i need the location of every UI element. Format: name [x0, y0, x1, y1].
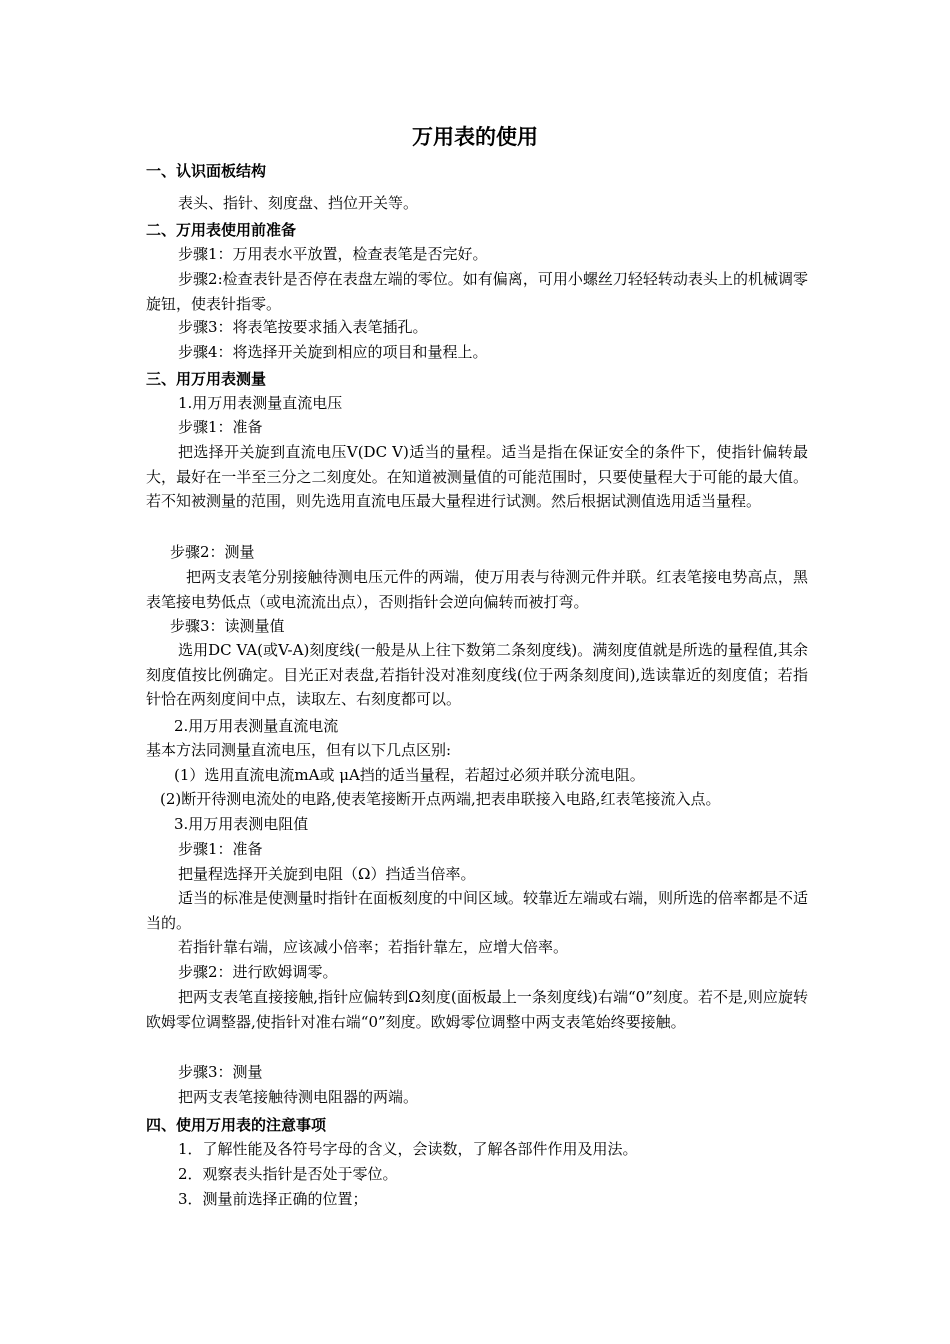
resistance-step-1-text-a: 把量程选择开关旋到电阻（Ω）挡适当倍率。	[178, 865, 476, 883]
section-heading-preparation: 二、万用表使用前准备	[146, 221, 297, 239]
resistance-step-1-text-c: 若指针靠右端，应该减小倍率；若指针靠左，应增大倍率。	[178, 938, 569, 956]
voltage-step-2: 步骤2：测量	[170, 543, 255, 561]
subheading-dc-current: 2.用万用表测量直流电流	[174, 717, 339, 735]
paragraph-voltage-measure: 把两支表笔分别接触待测电压元件的两端，使万用表与待测元件并联。红表笔接电势高点，黑表笔接电势低点（或电流流出点），否则指针会逆向偏转而被打弯。	[146, 568, 808, 611]
current-difference-2: (2)断开待测电流处的电路,使表笔接断开点两端,把表串联接入电路,红表笔接流入点。	[160, 790, 721, 808]
prep-step-2: 步骤2:检查表针是否停在表盘左端的零位。如有偏离，可用小螺丝刀轻轻转动表头上的机械调零旋钮，使表针指零。	[146, 270, 808, 313]
subheading-resistance: 3.用万用表测电阻值	[174, 815, 309, 833]
section-heading-panel-structure: 一、认识面板结构	[146, 162, 267, 180]
section-heading-measurement: 三、用万用表测量	[146, 370, 267, 388]
prep-step-1: 步骤1：万用表水平放置，检查表笔是否完好。	[178, 245, 488, 263]
resistance-step-2-text: 把两支表笔直接接触,指针应偏转到Ω刻度(面板最上一条刻度线)右端“0”刻度。若不是,则应旋转欧姆零位调整器,使指针对准右端“0”刻度。欧姆零位调整中两支表笔始终要接触。	[146, 988, 808, 1031]
current-difference-1: (1）选用直流电流mA或 μA挡的适当量程，若超过必须并联分流电阻。	[174, 766, 645, 784]
subheading-dc-voltage: 1.用万用表测量直流电压	[178, 394, 343, 412]
resistance-step-1: 步骤1：准备	[178, 840, 263, 858]
voltage-step-3: 步骤3：读测量值	[170, 617, 285, 635]
document-title: 万用表的使用	[412, 125, 538, 149]
paragraph-panel-parts: 表头、指针、刻度盘、挡位开关等。	[178, 194, 419, 212]
prep-step-4: 步骤4：将选择开关旋到相应的项目和量程上。	[178, 343, 488, 361]
resistance-step-3-text: 把两支表笔接触待测电阻器的两端。	[178, 1088, 419, 1106]
resistance-step-2: 步骤2：进行欧姆调零。	[178, 963, 338, 981]
precaution-item-1: 1．了解性能及各符号字母的含义，会读数，了解各部件作用及用法。	[178, 1140, 638, 1158]
precaution-item-3: 3．测量前选择正确的位置；	[178, 1190, 368, 1208]
resistance-step-3: 步骤3：测量	[178, 1063, 263, 1081]
paragraph-voltage-read: 选用DC VA(或V-A)刻度线(一般是从上往下数第二条刻度线)。满刻度值就是所选的量程值,其余刻度值按比例确定。目光正对表盘,若指针没对准刻度线(位于两条刻度间),选读靠近的刻度值；若指针恰在两刻度间中点，读取左、右刻度都可以。	[146, 641, 808, 708]
prep-step-3: 步骤3：将表笔按要求插入表笔插孔。	[178, 318, 428, 336]
precaution-item-2: 2．观察表头指针是否处于零位。	[178, 1165, 398, 1183]
paragraph-voltage-prepare: 把选择开关旋到直流电压V(DC V)适当的量程。适当是指在保证安全的条件下，使指针偏转最大，最好在一半至三分之二刻度处。在知道被测量值的可能范围时，只要使量程大于可能的最大值。若不知被测量的范围，则先选用直流电压最大量程进行试测。然后根据试测值选用适当量程。	[146, 443, 808, 510]
section-heading-precautions: 四、使用万用表的注意事项	[146, 1116, 327, 1134]
paragraph-current-basic: 基本方法同测量直流电压，但有以下几点区别:	[146, 741, 452, 759]
voltage-step-1: 步骤1：准备	[178, 418, 263, 436]
resistance-step-1-text-b: 适当的标准是使测量时指针在面板刻度的中间区域。较靠近左端或右端，则所选的倍率都是不适当的。	[146, 889, 809, 932]
